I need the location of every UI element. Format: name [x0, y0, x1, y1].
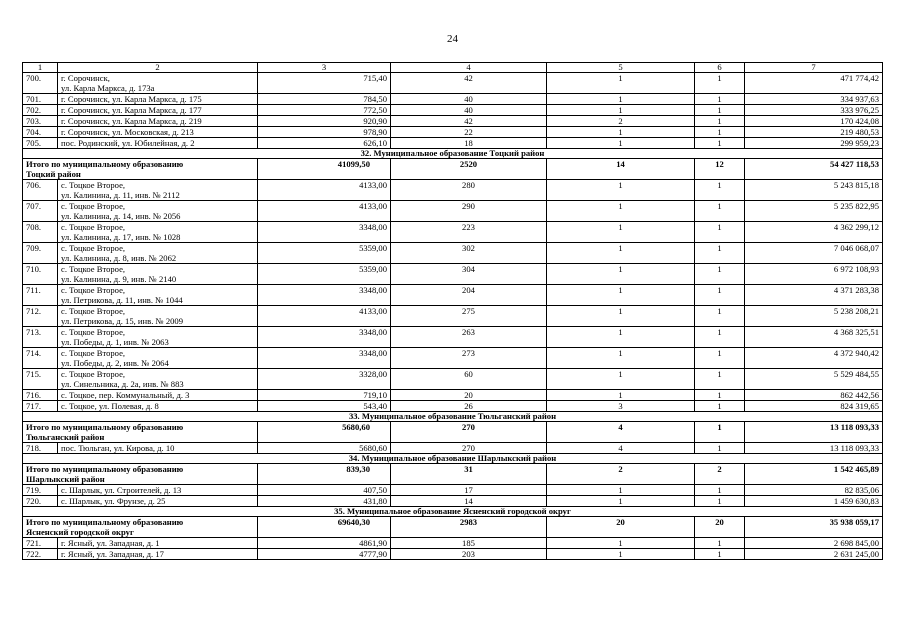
people-cell: 42 — [391, 116, 547, 127]
sum-cell: 333 976,25 — [745, 105, 883, 116]
address-line: ул. Калинина, д. 8, инв. № 2062 — [61, 253, 177, 263]
address-line: ул. Победы, д. 2, инв. № 2064 — [61, 358, 169, 368]
column6-cell: 1 — [695, 94, 745, 105]
row-number-cell: 707. — [23, 201, 58, 222]
column6-cell: 1 — [695, 105, 745, 116]
sum-cell: 219 480,53 — [745, 127, 883, 138]
table-row — [23, 243, 883, 264]
sum-cell: 1 542 465,89 — [745, 464, 883, 485]
address-line: с. Шарлык, ул. Строителей, д. 13 — [61, 485, 182, 495]
people-cell: 31 — [391, 464, 547, 485]
sum-cell: 299 959,23 — [745, 138, 883, 149]
address-line: г. Сорочинск, ул. Карла Маркса, д. 219 — [61, 116, 202, 126]
column5-cell: 1 — [547, 496, 695, 507]
row-number-cell: 717. — [23, 401, 58, 412]
address-line: ул. Карла Маркса, д. 173а — [61, 83, 155, 93]
row-number-cell: 718. — [23, 443, 58, 454]
column5-cell: 1 — [547, 264, 695, 285]
section-header-row — [23, 412, 883, 422]
column5-cell: 1 — [547, 549, 695, 560]
area-cell: 719,10 — [258, 390, 391, 401]
address-line: с. Тоцкое Второе, — [61, 201, 126, 211]
column5-cell: 1 — [547, 327, 695, 348]
sum-cell: 7 046 068,07 — [745, 243, 883, 264]
sum-cell: 82 835,06 — [745, 485, 883, 496]
people-cell: 26 — [391, 401, 547, 412]
sum-cell: 2 631 245,00 — [745, 549, 883, 560]
column6-cell: 1 — [695, 264, 745, 285]
address-cell — [58, 443, 258, 454]
address-line: г. Ясный, ул. Западная, д. 1 — [61, 538, 160, 548]
column5-cell: 1 — [547, 306, 695, 327]
address-line: ул. Победы, д. 1, инв. № 2063 — [61, 337, 169, 347]
people-cell: 2983 — [391, 517, 547, 538]
area-cell: 3348,00 — [258, 348, 391, 369]
people-cell: 290 — [391, 201, 547, 222]
total-label-line: Тоцкий район — [26, 169, 81, 179]
table-row — [23, 549, 883, 560]
total-row — [23, 422, 883, 443]
column5-cell: 1 — [547, 390, 695, 401]
column6-cell: 1 — [695, 127, 745, 138]
people-cell: 18 — [391, 138, 547, 149]
people-cell: 2520 — [391, 159, 547, 180]
area-cell: 69640,30 — [258, 517, 391, 538]
column5-cell: 14 — [547, 159, 695, 180]
column6-cell: 1 — [695, 422, 745, 443]
address-line: с. Тоцкое Второе, — [61, 348, 126, 358]
table-row — [23, 306, 883, 327]
column6-cell: 1 — [695, 222, 745, 243]
row-number-cell: 721. — [23, 538, 58, 549]
total-label-cell — [23, 517, 258, 538]
people-cell: 270 — [391, 422, 547, 443]
column5-cell: 1 — [547, 127, 695, 138]
area-cell: 4133,00 — [258, 180, 391, 201]
area-cell: 41099,50 — [258, 159, 391, 180]
area-cell: 543,40 — [258, 401, 391, 412]
address-line: ул. Калинина, д. 17, инв. № 1028 — [61, 232, 181, 242]
table-row — [23, 285, 883, 306]
people-cell: 42 — [391, 73, 547, 94]
header-cell: 4 — [391, 63, 547, 73]
column6-cell: 1 — [695, 549, 745, 560]
total-label-cell — [23, 159, 258, 180]
row-number-cell: 702. — [23, 105, 58, 116]
column5-cell: 1 — [547, 243, 695, 264]
address-cell — [58, 401, 258, 412]
column5-cell: 1 — [547, 180, 695, 201]
people-cell: 40 — [391, 105, 547, 116]
area-cell: 4133,00 — [258, 306, 391, 327]
row-number-cell: 711. — [23, 285, 58, 306]
column6-cell: 2 — [695, 464, 745, 485]
area-cell: 978,90 — [258, 127, 391, 138]
row-number-cell: 704. — [23, 127, 58, 138]
sum-cell: 471 774,42 — [745, 73, 883, 94]
address-line: ул. Петрикова, д. 15, инв. № 2009 — [61, 316, 184, 326]
people-cell: 270 — [391, 443, 547, 454]
table-body — [23, 73, 883, 560]
address-cell — [58, 94, 258, 105]
sum-cell: 13 118 093,33 — [745, 443, 883, 454]
table-row — [23, 496, 883, 507]
column5-cell: 1 — [547, 105, 695, 116]
address-cell — [58, 369, 258, 390]
table-row — [23, 369, 883, 390]
people-cell: 40 — [391, 94, 547, 105]
section-title: 33. Муниципальное образование Тюльганский район — [23, 412, 883, 422]
row-number-cell: 715. — [23, 369, 58, 390]
column6-cell: 1 — [695, 390, 745, 401]
sum-cell: 1 459 630,83 — [745, 496, 883, 507]
row-number-cell: 713. — [23, 327, 58, 348]
sum-cell: 4 362 299,12 — [745, 222, 883, 243]
column5-cell: 1 — [547, 538, 695, 549]
table-row — [23, 264, 883, 285]
column5-cell: 1 — [547, 485, 695, 496]
sum-cell: 5 529 484,55 — [745, 369, 883, 390]
area-cell: 4861,90 — [258, 538, 391, 549]
row-number-cell: 703. — [23, 116, 58, 127]
table-row — [23, 105, 883, 116]
people-cell: 203 — [391, 549, 547, 560]
column6-cell: 12 — [695, 159, 745, 180]
people-cell: 22 — [391, 127, 547, 138]
people-cell: 263 — [391, 327, 547, 348]
column6-cell: 1 — [695, 180, 745, 201]
sum-cell: 2 698 845,00 — [745, 538, 883, 549]
table-row — [23, 180, 883, 201]
address-line: ул. Калинина, д. 11, инв. № 2112 — [61, 190, 180, 200]
address-line: пос. Тюльган, ул. Кирова, д. 10 — [61, 443, 175, 453]
sum-cell: 4 371 283,38 — [745, 285, 883, 306]
address-line: г. Сорочинск, ул. Карла Маркса, д. 175 — [61, 94, 202, 104]
people-cell: 20 — [391, 390, 547, 401]
column6-cell: 1 — [695, 285, 745, 306]
row-number-cell: 716. — [23, 390, 58, 401]
address-line: г. Сорочинск, ул. Московская, д. 213 — [61, 127, 194, 137]
address-line: с. Шарлык, ул. Фрунзе, д. 25 — [61, 496, 166, 506]
address-cell — [58, 485, 258, 496]
column5-cell: 4 — [547, 422, 695, 443]
table-row — [23, 327, 883, 348]
area-cell: 5680,60 — [258, 443, 391, 454]
address-line: с. Тоцкое Второе, — [61, 222, 126, 232]
row-number-cell: 700. — [23, 73, 58, 94]
address-cell — [58, 243, 258, 264]
area-cell: 407,50 — [258, 485, 391, 496]
area-cell: 3348,00 — [258, 285, 391, 306]
section-title: 35. Муниципальное образование Ясненский городской округ — [23, 507, 883, 517]
column6-cell: 1 — [695, 485, 745, 496]
address-line: г. Сорочинск, — [61, 73, 110, 83]
address-line: ул. Синельника, д. 2а, инв. № 883 — [61, 379, 184, 389]
address-cell — [58, 496, 258, 507]
column6-cell: 1 — [695, 243, 745, 264]
column5-cell: 4 — [547, 443, 695, 454]
people-cell: 273 — [391, 348, 547, 369]
people-cell: 17 — [391, 485, 547, 496]
header-cell: 2 — [58, 63, 258, 73]
column6-cell: 1 — [695, 443, 745, 454]
row-number-cell: 714. — [23, 348, 58, 369]
sum-cell: 4 368 325,51 — [745, 327, 883, 348]
table-row — [23, 390, 883, 401]
sum-cell: 862 442,56 — [745, 390, 883, 401]
column5-cell: 1 — [547, 285, 695, 306]
row-number-cell: 701. — [23, 94, 58, 105]
area-cell: 626,10 — [258, 138, 391, 149]
total-label-cell — [23, 464, 258, 485]
area-cell: 431,80 — [258, 496, 391, 507]
column6-cell: 1 — [695, 73, 745, 94]
header-cell: 7 — [745, 63, 883, 73]
table-row — [23, 138, 883, 149]
total-label-line: Итого по муниципальному образованию — [26, 464, 184, 474]
area-cell: 4777,90 — [258, 549, 391, 560]
sum-cell: 5 243 815,18 — [745, 180, 883, 201]
row-number-cell: 720. — [23, 496, 58, 507]
address-cell — [58, 306, 258, 327]
address-line: г. Сорочинск, ул. Карла Маркса, д. 177 — [61, 105, 202, 115]
column6-cell: 1 — [695, 201, 745, 222]
row-number-cell: 709. — [23, 243, 58, 264]
address-line: с. Тоцкое Второе, — [61, 180, 126, 190]
address-cell — [58, 538, 258, 549]
table-row — [23, 201, 883, 222]
table-row — [23, 485, 883, 496]
table-row — [23, 348, 883, 369]
column6-cell: 1 — [695, 306, 745, 327]
area-cell: 3328,00 — [258, 369, 391, 390]
column5-cell: 1 — [547, 222, 695, 243]
address-cell — [58, 105, 258, 116]
area-cell: 3348,00 — [258, 327, 391, 348]
address-line: с. Тоцкое, пер. Коммунальный, д. 3 — [61, 390, 190, 400]
address-line: ул. Калинина, д. 9, инв. № 2140 — [61, 274, 177, 284]
address-cell — [58, 73, 258, 94]
column5-cell: 1 — [547, 348, 695, 369]
area-cell: 5680,60 — [258, 422, 391, 443]
column5-cell: 1 — [547, 201, 695, 222]
header-cell: 3 — [258, 63, 391, 73]
table-row — [23, 127, 883, 138]
address-cell — [58, 549, 258, 560]
section-header-row — [23, 454, 883, 464]
table-row — [23, 94, 883, 105]
housing-table — [22, 62, 883, 560]
people-cell: 280 — [391, 180, 547, 201]
column6-cell: 1 — [695, 138, 745, 149]
address-cell — [58, 180, 258, 201]
sum-cell: 6 972 108,93 — [745, 264, 883, 285]
address-line: с. Тоцкое Второе, — [61, 285, 126, 295]
address-cell — [58, 285, 258, 306]
address-cell — [58, 127, 258, 138]
area-cell: 715,40 — [258, 73, 391, 94]
area-cell: 4133,00 — [258, 201, 391, 222]
header-cell: 6 — [695, 63, 745, 73]
column6-cell: 1 — [695, 116, 745, 127]
total-label-line: Шарлыкский район — [26, 474, 105, 484]
address-cell — [58, 138, 258, 149]
column5-cell: 1 — [547, 73, 695, 94]
page-number: 24 — [447, 33, 458, 45]
column6-cell: 1 — [695, 538, 745, 549]
sum-cell: 824 319,65 — [745, 401, 883, 412]
address-cell — [58, 201, 258, 222]
row-number-cell: 719. — [23, 485, 58, 496]
sum-cell: 54 427 118,53 — [745, 159, 883, 180]
address-line: пос. Родинский, ул. Юбилейная, д. 2 — [61, 138, 195, 148]
sum-cell: 35 938 059,17 — [745, 517, 883, 538]
total-row — [23, 464, 883, 485]
address-line: с. Тоцкое Второе, — [61, 243, 126, 253]
sum-cell: 4 372 940,42 — [745, 348, 883, 369]
area-cell: 839,30 — [258, 464, 391, 485]
column-number-header-row — [23, 63, 883, 73]
row-number-cell: 706. — [23, 180, 58, 201]
total-row — [23, 159, 883, 180]
column5-cell: 1 — [547, 138, 695, 149]
column5-cell: 1 — [547, 94, 695, 105]
header-cell: 1 — [23, 63, 58, 73]
total-label-line: Итого по муниципальному образованию — [26, 517, 184, 527]
column6-cell: 1 — [695, 401, 745, 412]
address-line: с. Тоцкое Второе, — [61, 264, 126, 274]
total-label-cell — [23, 422, 258, 443]
area-cell: 784,50 — [258, 94, 391, 105]
address-line: с. Тоцкое Второе, — [61, 369, 126, 379]
people-cell: 223 — [391, 222, 547, 243]
column5-cell: 20 — [547, 517, 695, 538]
sum-cell: 334 937,63 — [745, 94, 883, 105]
table-row — [23, 401, 883, 412]
address-line: с. Тоцкое Второе, — [61, 327, 126, 337]
address-line: ул. Калинина, д. 14, инв. № 2056 — [61, 211, 181, 221]
area-cell: 5359,00 — [258, 243, 391, 264]
sum-cell: 5 235 822,95 — [745, 201, 883, 222]
address-line: г. Ясный, ул. Западная, д. 17 — [61, 549, 164, 559]
column5-cell: 3 — [547, 401, 695, 412]
section-header-row — [23, 507, 883, 517]
people-cell: 60 — [391, 369, 547, 390]
row-number-cell: 705. — [23, 138, 58, 149]
total-label-line: Итого по муниципальному образованию — [26, 159, 184, 169]
section-header-row — [23, 149, 883, 159]
total-label-line: Итого по муниципальному образованию — [26, 422, 184, 432]
table-row — [23, 443, 883, 454]
address-cell — [58, 264, 258, 285]
address-line: ул. Петрикова, д. 11, инв. № 1044 — [61, 295, 183, 305]
table-row — [23, 538, 883, 549]
column6-cell: 1 — [695, 327, 745, 348]
address-cell — [58, 390, 258, 401]
people-cell: 14 — [391, 496, 547, 507]
sum-cell: 13 118 093,33 — [745, 422, 883, 443]
address-cell — [58, 348, 258, 369]
address-cell — [58, 116, 258, 127]
table-row — [23, 73, 883, 94]
column5-cell: 2 — [547, 464, 695, 485]
people-cell: 185 — [391, 538, 547, 549]
table-row — [23, 116, 883, 127]
sum-cell: 170 424,08 — [745, 116, 883, 127]
column5-cell: 2 — [547, 116, 695, 127]
people-cell: 304 — [391, 264, 547, 285]
sum-cell: 5 238 208,21 — [745, 306, 883, 327]
total-label-line: Ясненский городской округ — [26, 527, 134, 537]
people-cell: 204 — [391, 285, 547, 306]
address-line: с. Тоцкое, ул. Полевая, д. 8 — [61, 401, 159, 411]
row-number-cell: 722. — [23, 549, 58, 560]
column5-cell: 1 — [547, 369, 695, 390]
people-cell: 275 — [391, 306, 547, 327]
area-cell: 920,90 — [258, 116, 391, 127]
row-number-cell: 710. — [23, 264, 58, 285]
section-title: 32. Муниципальное образование Тоцкий район — [23, 149, 883, 159]
address-cell — [58, 327, 258, 348]
row-number-cell: 712. — [23, 306, 58, 327]
area-cell: 772,50 — [258, 105, 391, 116]
column6-cell: 1 — [695, 369, 745, 390]
area-cell: 3348,00 — [258, 222, 391, 243]
people-cell: 302 — [391, 243, 547, 264]
area-cell: 5359,00 — [258, 264, 391, 285]
column6-cell: 1 — [695, 496, 745, 507]
column6-cell: 20 — [695, 517, 745, 538]
row-number-cell: 708. — [23, 222, 58, 243]
table-row — [23, 222, 883, 243]
column6-cell: 1 — [695, 348, 745, 369]
section-title: 34. Муниципальное образование Шарлыкский район — [23, 454, 883, 464]
header-cell: 5 — [547, 63, 695, 73]
address-cell — [58, 222, 258, 243]
total-row — [23, 517, 883, 538]
address-line: с. Тоцкое Второе, — [61, 306, 126, 316]
total-label-line: Тюльганский район — [26, 432, 105, 442]
